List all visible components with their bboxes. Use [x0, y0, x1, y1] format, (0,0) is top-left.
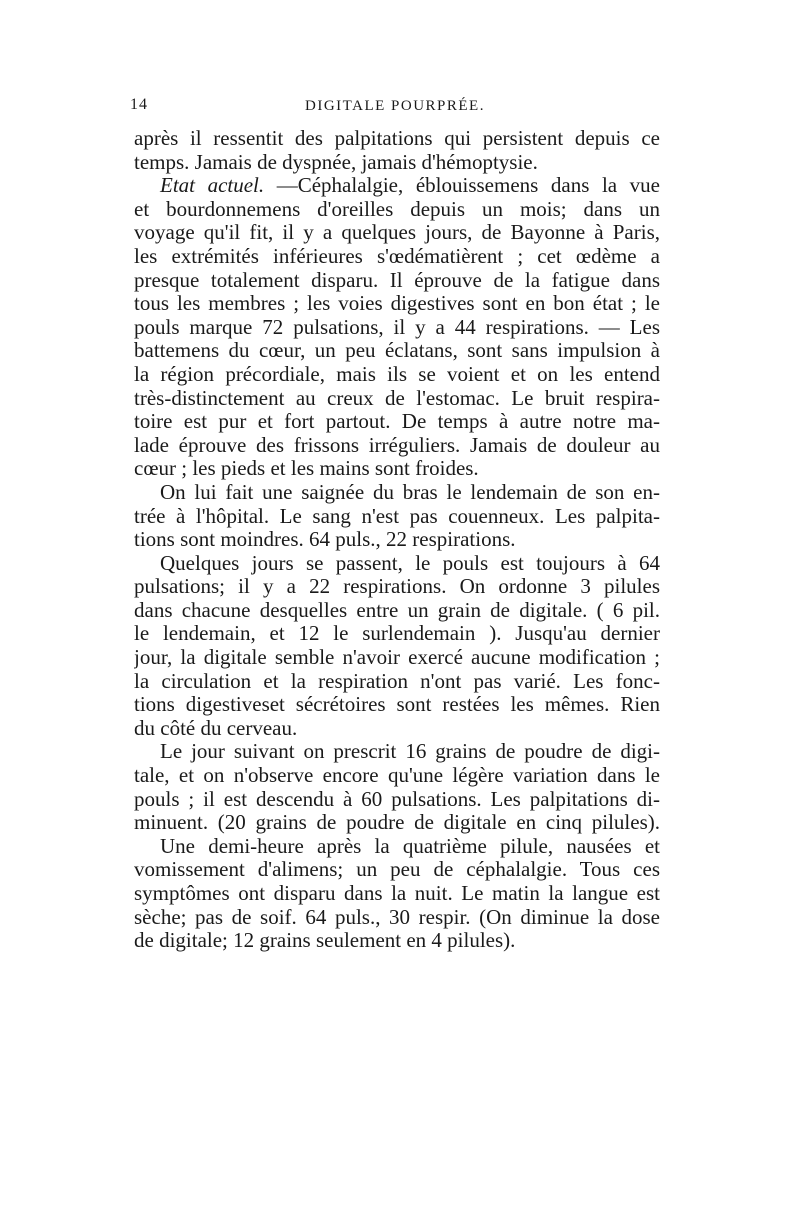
page-header — [130, 96, 660, 124]
text-line: et bourdonnemens d'oreilles depuis un mois; dans un — [134, 197, 660, 221]
text-line: du côté du cerveau. — [134, 716, 298, 740]
text-line: trée à l'hôpital. Le sang n'est pas couenneux. Les palpita- — [134, 504, 660, 528]
text-line: voyage qu'il fit, il y a quelques jours, de Bayonne à Paris, — [134, 221, 660, 245]
text-line: le lendemain, et 12 le surlendemain ). Jusqu'au dernier — [134, 622, 660, 646]
text-line: toire est pur et fort partout. De temps à autre notre ma- — [134, 410, 660, 434]
text-line: dans chacune desquelles entre un grain de digitale. ( 6 pil. — [134, 598, 660, 622]
text-line: de digitale; 12 grains seulement en 4 pilules). — [134, 929, 516, 953]
section-lead: Etat actuel. — [160, 174, 265, 198]
text-line: tale, et on n'observe encore qu'une légère variation dans le — [134, 764, 660, 788]
text-line: jour, la digitale semble n'avoir exercé aucune modification ; — [134, 646, 660, 670]
text-line: pulsations; il y a 22 respirations. On ordonne 3 pilules — [134, 575, 660, 599]
page-number: 14 — [130, 96, 148, 113]
text-line: vomissement d'alimens; un peu de céphalalgie. Tous ces — [134, 858, 660, 882]
text-line: temps. Jamais de dyspnée, jamais d'hémoptysie. — [134, 150, 538, 174]
text-line: lade éprouve des frissons irréguliers. Jamais de douleur au — [134, 433, 660, 457]
text-line — [134, 174, 660, 198]
text-line: presque totalement disparu. Il éprouve de la fatigue dans — [134, 268, 660, 292]
text-line: après il ressentit des palpitations qui persistent depuis ce — [134, 127, 660, 150]
text-line: Le jour suivant on prescrit 16 grains de poudre de digi- — [160, 740, 660, 764]
text-line: pouls ; il est descendu à 60 pulsations. Les palpitations di- — [134, 787, 660, 811]
text-line: tous les membres ; les voies digestives sont en bon état ; le — [134, 292, 660, 316]
text-line: cœur ; les pieds et les mains sont froides. — [134, 457, 479, 481]
text-line-content: —Céphalalgie, éblouissemens dans la vue — [264, 174, 660, 198]
text-line: sèche; pas de soif. 64 puls., 30 respir. (On diminue la dose — [134, 905, 660, 929]
text-line: pouls marque 72 pulsations, il y a 44 respirations. — Les — [134, 315, 660, 339]
text-line: battemens du cœur, un peu éclatans, sont sans impulsion à — [134, 339, 660, 363]
text-line: symptômes ont disparu dans la nuit. Le matin la langue est — [134, 882, 660, 905]
text-line: tions digestiveset sécrétoires sont restées les mêmes. Rien — [134, 693, 660, 717]
text-line: Quelques jours se passent, le pouls est toujours à 64 — [160, 551, 660, 575]
text-line: la région précordiale, mais ils se voient et on les entend — [134, 362, 660, 386]
text-line: les extrémités inférieures s'œdématièrent ; cet œdème a — [134, 244, 660, 268]
running-title: DIGITALE POURPRÉE. — [305, 98, 485, 114]
text-line: On lui fait une saignée du bras le lendemain de son en- — [160, 480, 660, 504]
body-text — [134, 127, 660, 953]
text-line: tions sont moindres. 64 puls., 22 respirations. — [134, 528, 516, 552]
text-line: Une demi-heure après la quatrième pilule, nausées et — [160, 834, 660, 858]
text-line: la circulation et la respiration n'ont pas varié. Les fonc- — [134, 669, 660, 693]
text-line: minuent. (20 grains de poudre de digitale en cinq pilules). — [134, 811, 660, 835]
text-line: très-distinctement au creux de l'estomac. Le bruit respira- — [134, 386, 660, 410]
